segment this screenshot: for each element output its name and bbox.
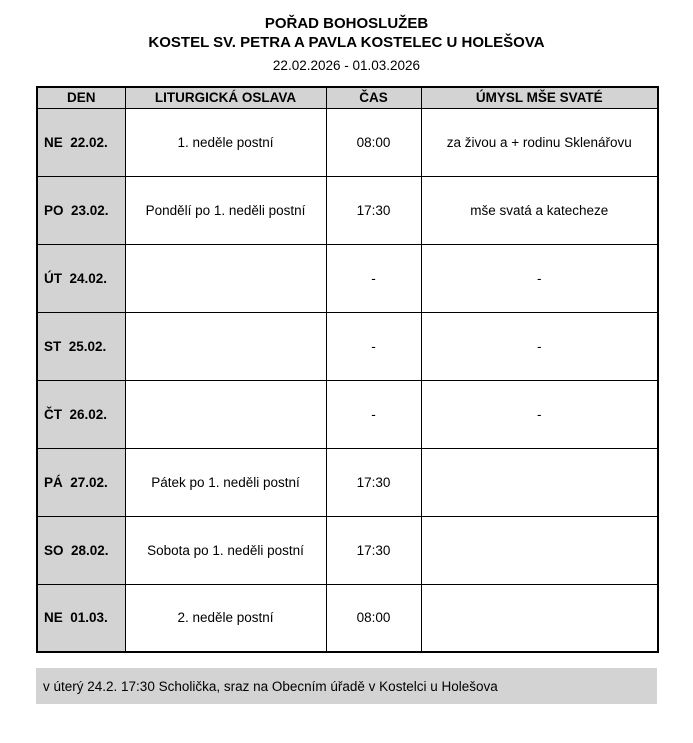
celebration-cell: 2. neděle postní [125, 584, 326, 652]
day-cell: PO 23.02. [37, 176, 125, 244]
day-cell: NE 22.02. [37, 108, 125, 176]
intention-cell [421, 448, 658, 516]
date-range: 22.02.2026 - 01.03.2026 [272, 58, 421, 73]
column-header-umysl: ÚMYSL MŠE SVATÉ [421, 87, 658, 108]
intention-cell: - [421, 312, 658, 380]
celebration-cell: Sobota po 1. neděli postní [125, 516, 326, 584]
intention-cell [421, 516, 658, 584]
day-cell: NE 01.03. [37, 584, 125, 652]
intention-cell: - [421, 244, 658, 312]
church-name: KOSTEL SV. PETRA A PAVLA KOSTELEC U HOLEŠOVA [148, 34, 545, 51]
celebration-cell [125, 244, 326, 312]
footer-note-text: v úterý 24.2. 17:30 Scholička, sraz na Obecním úřadě v Kostelci u Holešova [43, 678, 498, 694]
celebration-cell: Pátek po 1. neděli postní [125, 448, 326, 516]
day-cell: ČT 26.02. [37, 380, 125, 448]
time-cell: 17:30 [326, 176, 421, 244]
celebration-cell: 1. neděle postní [125, 108, 326, 176]
intention-cell: - [421, 380, 658, 448]
table-row [37, 448, 658, 516]
time-cell: 17:30 [326, 448, 421, 516]
footer-note [36, 668, 657, 704]
column-header-cas: ČAS [326, 87, 421, 108]
time-cell: - [326, 312, 421, 380]
table-row [37, 108, 658, 176]
column-header-den: DEN [37, 87, 125, 108]
time-cell: - [326, 244, 421, 312]
time-cell: 08:00 [326, 584, 421, 652]
intention-cell: mše svatá a katecheze [421, 176, 658, 244]
table-row [37, 516, 658, 584]
day-cell: ST 25.02. [37, 312, 125, 380]
intention-cell: za živou a + rodinu Sklenářovu [421, 108, 658, 176]
column-header-oslava: LITURGICKÁ OSLAVA [125, 87, 326, 108]
day-cell: ÚT 24.02. [37, 244, 125, 312]
intention-cell [421, 584, 658, 652]
day-cell: PÁ 27.02. [37, 448, 125, 516]
celebration-cell: Pondělí po 1. neděli postní [125, 176, 326, 244]
table-row [37, 584, 658, 652]
time-cell: 08:00 [326, 108, 421, 176]
time-cell: - [326, 380, 421, 448]
time-cell: 17:30 [326, 516, 421, 584]
celebration-cell [125, 380, 326, 448]
table-row [37, 380, 658, 448]
table-row [37, 176, 658, 244]
celebration-cell [125, 312, 326, 380]
table-header-row [37, 87, 658, 108]
schedule-table [36, 86, 659, 653]
day-cell: SO 28.02. [37, 516, 125, 584]
document-header [0, 0, 693, 73]
page-title: POŘAD BOHOSLUŽEB [264, 15, 429, 32]
table-row [37, 312, 658, 380]
table-row [37, 244, 658, 312]
